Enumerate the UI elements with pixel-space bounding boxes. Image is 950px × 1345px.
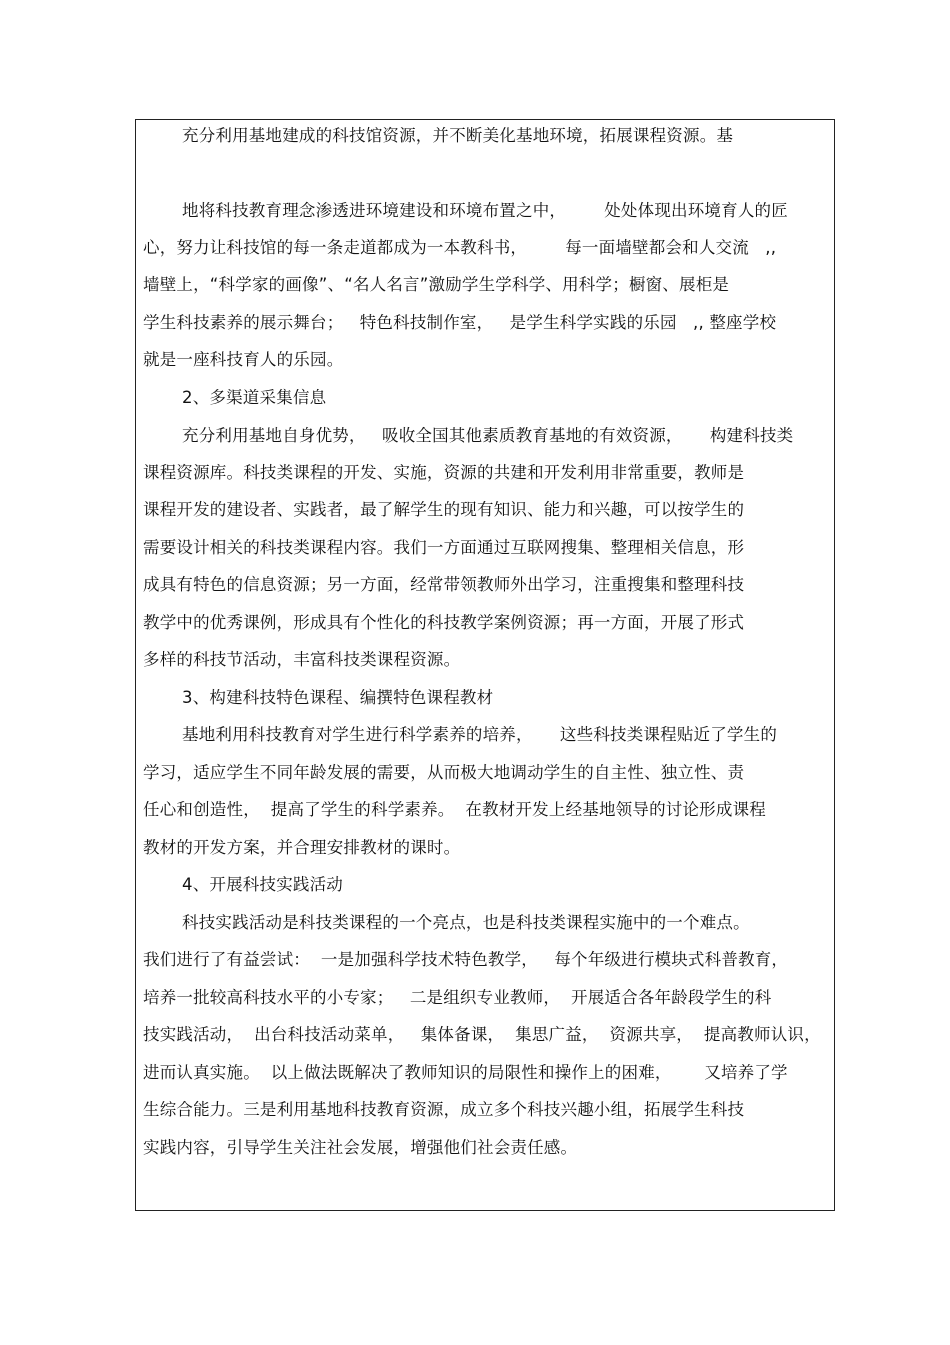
text-line: 教学中的优秀课例，形成具有个性化的科技教学案例资源；再一方面，开展了形式: [143, 613, 745, 632]
text-line: 教材的开发方案，并合理安排教材的课时。: [143, 838, 461, 857]
text-line: 充分利用基地建成的科技馆资源，并不断美化基地环境，拓展课程资源。基: [182, 126, 734, 145]
text-line: 技实践活动， 出台科技活动菜单， 集体备课， 集思广益， 资源共享， 提高教师认识，: [143, 1025, 821, 1044]
text-line: 充分利用基地自身优势， 吸收全国其他素质教育基地的有效资源， 构建科技类: [182, 426, 794, 445]
text-line: 学习，适应学生不同年龄发展的需要，从而极大地调动学生的自主性、独立性、责: [143, 763, 745, 782]
text-line: 多样的科技节活动，丰富科技类课程资源。: [143, 650, 461, 669]
text-line: 课程开发的建设者、实践者，最了解学生的现有知识、能力和兴趣，可以按学生的: [143, 500, 745, 519]
text-line: 课程资源库。科技类课程的开发、实施，资源的共建和开发利用非常重要，教师是: [143, 463, 745, 482]
text-line: 我们进行了有益尝试： 一是加强科学技术特色教学， 每个年级进行模块式科普教育，: [143, 950, 789, 969]
text-line: 学生科技素养的展示舞台； 特色科技制作室， 是学生科学实践的乐园 ,, 整座学校: [143, 313, 777, 332]
text-line: 心，努力让科技馆的每一条走道都成为一本教科书， 每一面墙壁都会和人交流 ,,: [143, 238, 777, 257]
text-line: 墙壁上，“科学家的画像”、“名人名言”激励学生学科学、用科学；橱窗、展柜是: [143, 275, 730, 294]
text-line: 就是一座科技育人的乐园。: [143, 350, 344, 369]
text-line: 地将科技教育理念渗透进环境建设和环境布置之中， 处处体现出环境育人的匠: [182, 201, 788, 220]
text-line: 生综合能力。三是利用基地科技教育资源，成立多个科技兴趣小组，拓展学生科技: [143, 1100, 745, 1119]
text-line: 成具有特色的信息资源；另一方面，经常带领教师外出学习，注重搜集和整理科技: [143, 575, 745, 594]
section-heading: 2、多渠道采集信息: [182, 388, 327, 407]
section-heading: 4、开展科技实践活动: [182, 875, 343, 894]
text-line: 任心和创造性， 提高了学生的科学素养。 在教材开发上经基地领导的讨论形成课程: [143, 800, 766, 819]
text-line: 基地利用科技教育对学生进行科学素养的培养， 这些科技类课程贴近了学生的: [182, 725, 778, 744]
section-heading: 3、构建科技特色课程、编撰特色课程教材: [182, 688, 494, 707]
text-line: 培养一批较高科技水平的小专家； 二是组织专业教师， 开展适合各年龄段学生的科: [143, 988, 772, 1007]
text-line: 科技实践活动是科技类课程的一个亮点，也是科技类课程实施中的一个难点。: [182, 913, 750, 932]
text-line: 需要设计相关的科技类课程内容。我们一方面通过互联网搜集、整理相关信息，形: [143, 538, 745, 557]
text-line: 进而认真实施。 以上做法既解决了教师知识的局限性和操作上的困难， 又培养了学: [143, 1063, 788, 1082]
text-line: 实践内容，引导学生关注社会发展，增强他们社会责任感。: [143, 1138, 578, 1157]
